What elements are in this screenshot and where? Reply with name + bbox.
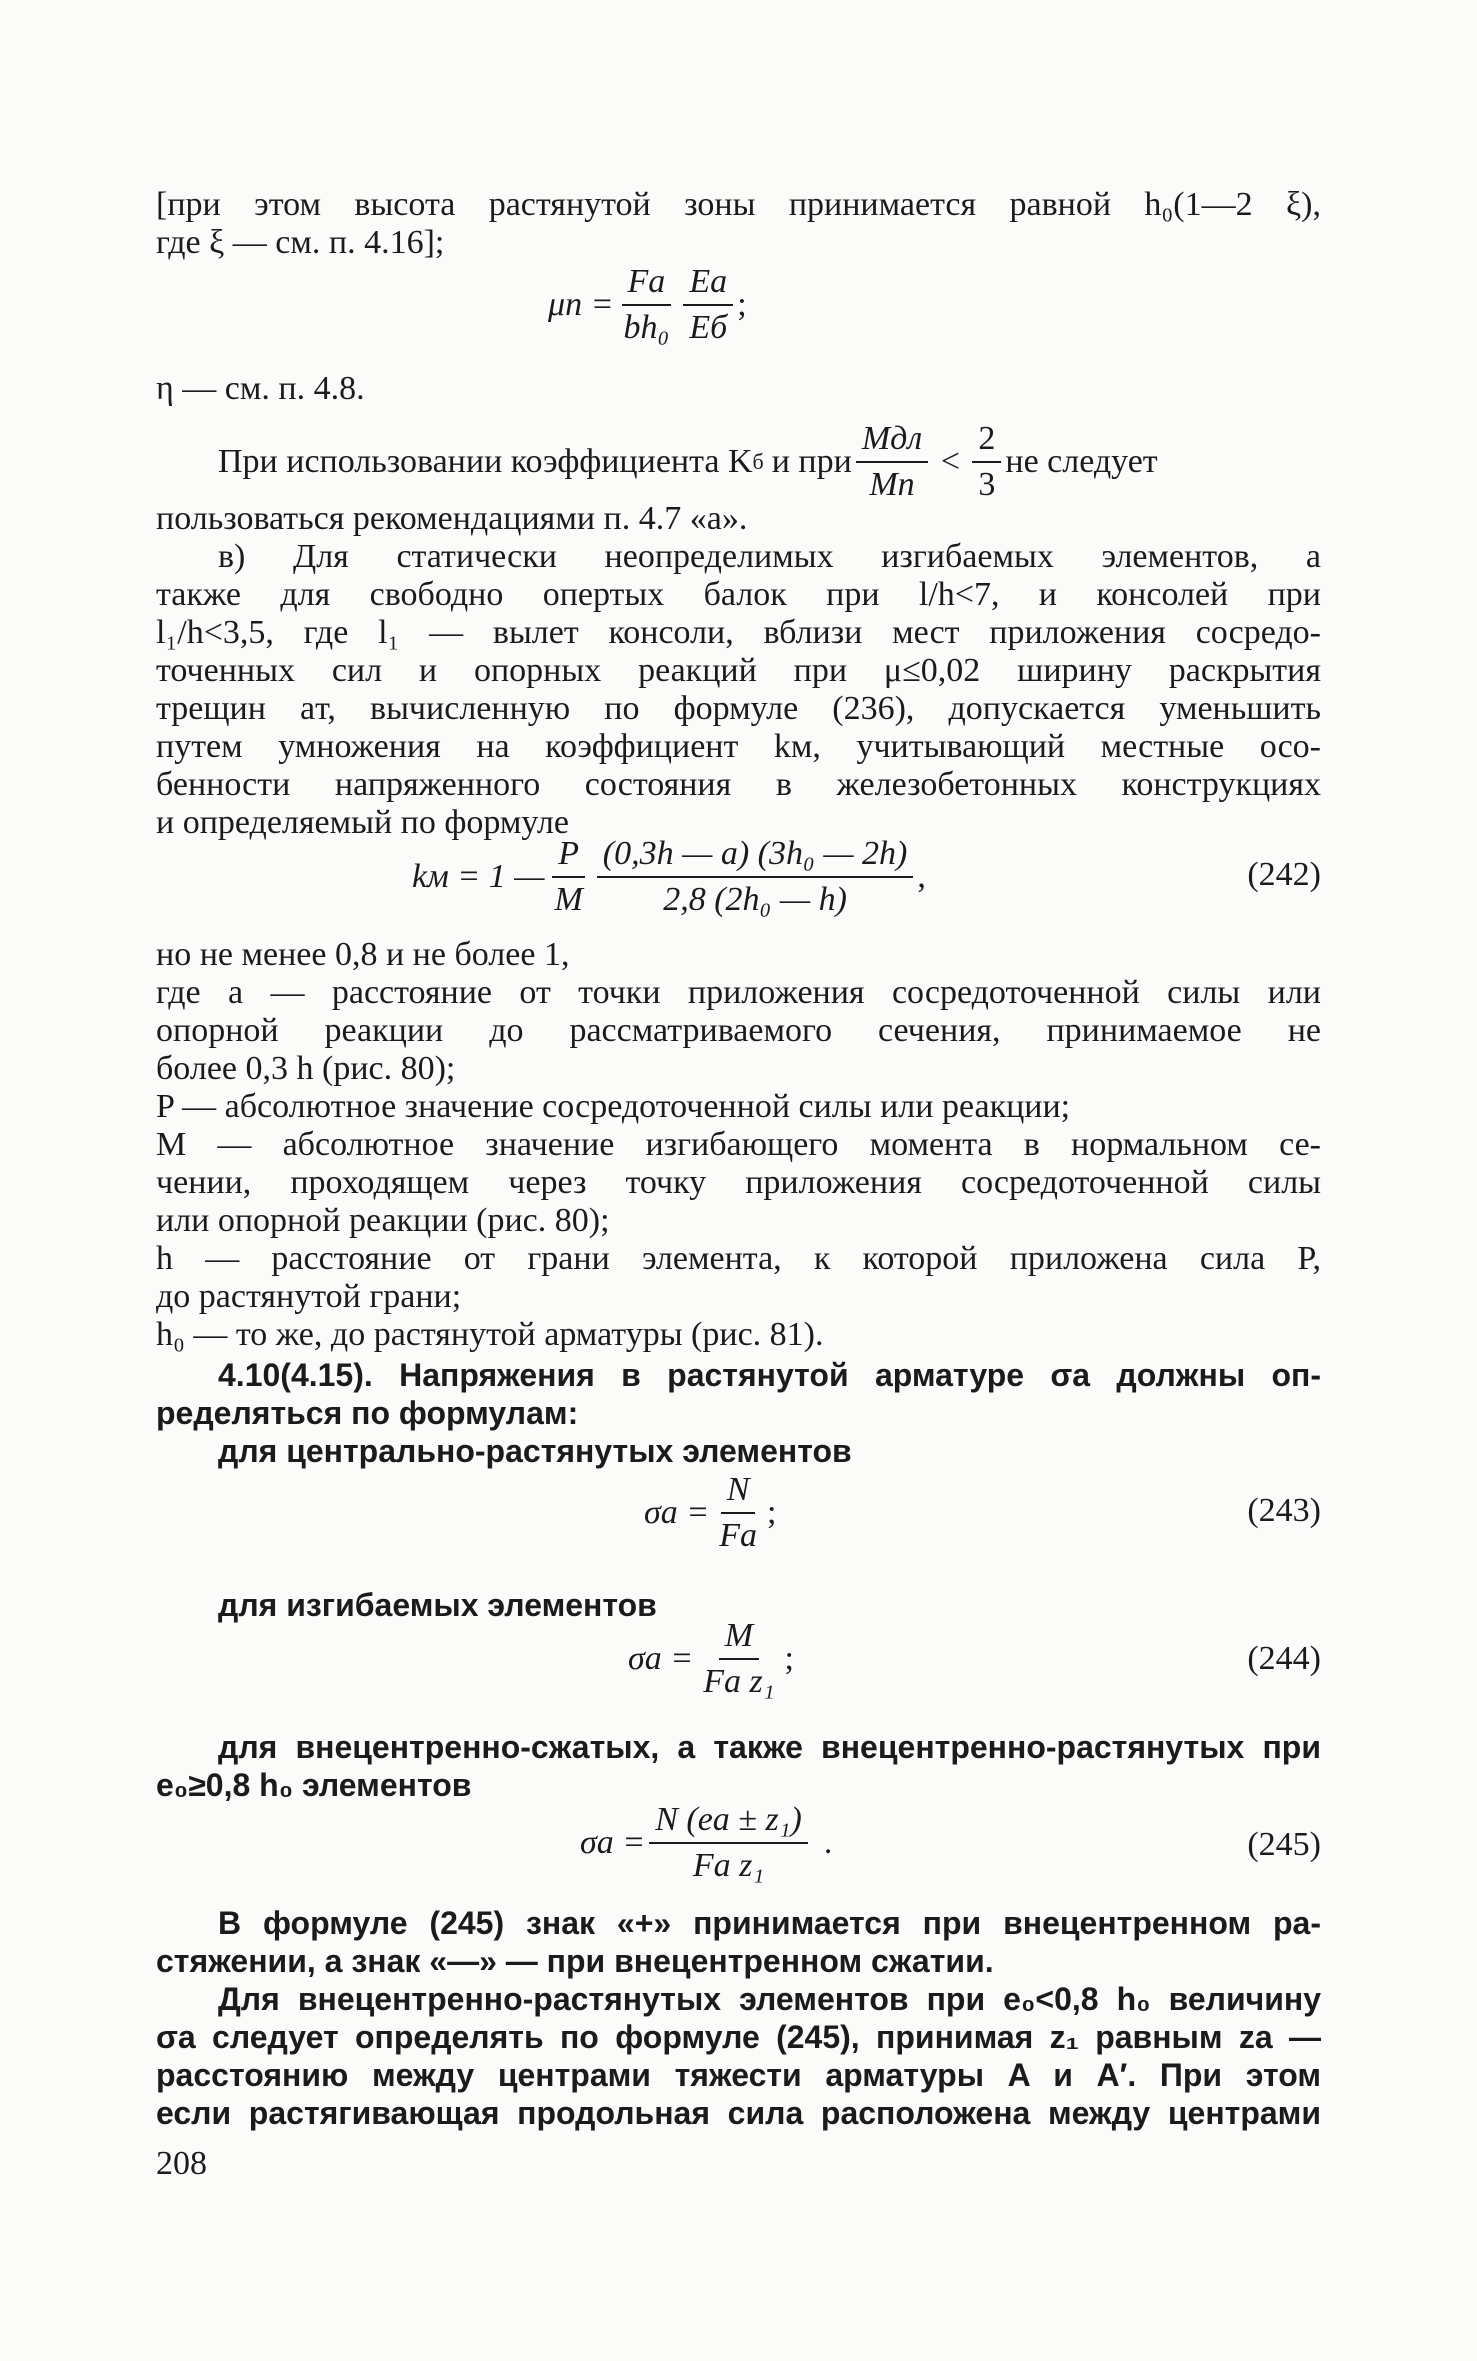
text-line: чении, проходящем через точку приложения сосредоточенной силы bbox=[156, 1164, 1321, 1201]
formula-lhs: σа = bbox=[644, 1494, 710, 1531]
equation-number: (242) bbox=[1247, 856, 1321, 893]
formula-242 bbox=[412, 834, 926, 920]
fraction bbox=[972, 419, 1001, 505]
text-line: η — см. п. 4.8. bbox=[156, 370, 365, 407]
numerator: M bbox=[719, 1616, 759, 1660]
fraction bbox=[649, 1800, 808, 1886]
text-line: P — абсолютное значение сосредоточенной силы или реакции; bbox=[156, 1088, 1071, 1125]
text-line: В формуле (245) знак «+» принимается при внецентренном ра- bbox=[218, 1905, 1321, 1941]
denominator: 3 bbox=[978, 466, 996, 503]
text-line: ределяться по формулам: bbox=[156, 1395, 579, 1431]
text-segment: При использовании коэффициента K bbox=[218, 443, 753, 480]
denominator: Mп bbox=[869, 466, 915, 503]
text-line: точенных сил и опорных реакций при μ≤0,02 ширину раскрытия bbox=[156, 652, 1321, 689]
text-line: где ξ — см. п. 4.16]; bbox=[156, 224, 445, 261]
numerator: P bbox=[552, 834, 585, 878]
text-line: e₀≥0,8 h₀ элементов bbox=[156, 1767, 472, 1803]
text-line: но не менее 0,8 и не более 1, bbox=[156, 936, 570, 973]
denominator: Fа z₁ bbox=[703, 1663, 775, 1700]
text-line: σа следует определять по формуле (245), принимая z₁ равным zа — bbox=[156, 2019, 1321, 2055]
numerator: (0,3h — a) (3h₀ — 2h) bbox=[597, 834, 914, 878]
fraction bbox=[548, 834, 588, 920]
text-line: h — расстояние от грани элемента, к которой приложена сила P, bbox=[156, 1240, 1321, 1277]
formula-243 bbox=[644, 1470, 776, 1556]
formula-lhs: kм = 1 — bbox=[412, 858, 545, 895]
text-line: опорной реакции до рассматриваемого сечения, принимаемое не bbox=[156, 1012, 1321, 1049]
text-line: l₁/h<3,5, где l₁ — вылет консоли, вблизи мест приложения сосредо- bbox=[156, 614, 1321, 651]
fraction bbox=[697, 1616, 780, 1702]
formula-tail: ; bbox=[767, 1494, 777, 1531]
text-line: Для внецентренно-растянутых элементов при e₀<0,8 h₀ величину bbox=[218, 1981, 1321, 2017]
formula-lhs: σа = bbox=[628, 1640, 694, 1677]
text-line: в) Для статически неопределимых изгибаемых элементов, а bbox=[218, 538, 1321, 575]
text-line: до растянутой грани; bbox=[156, 1278, 462, 1315]
formula-tail: , bbox=[917, 858, 926, 895]
text-line: где a — расстояние от точки приложения сосредоточенной силы или bbox=[156, 974, 1321, 1011]
text-line: для центрально-растянутых элементов bbox=[218, 1433, 852, 1469]
fraction bbox=[597, 834, 914, 920]
formula-tail: ; bbox=[784, 1640, 794, 1677]
text-line: трещин aт, вычисленную по формуле (236), допускается уменьшить bbox=[156, 690, 1321, 727]
equation-number: (243) bbox=[1247, 1492, 1321, 1529]
formula-245 bbox=[580, 1800, 832, 1886]
numerator: Mдл bbox=[856, 419, 928, 463]
text-line: более 0,3 h (рис. 80); bbox=[156, 1050, 456, 1087]
denominator: M bbox=[554, 881, 583, 918]
fraction bbox=[713, 1470, 763, 1556]
formula-lhs: μn = bbox=[548, 286, 614, 323]
text-line: для изгибаемых элементов bbox=[218, 1587, 657, 1623]
page-number: 208 bbox=[156, 2145, 207, 2182]
formula-tail: ; bbox=[737, 286, 747, 323]
text-segment: и при bbox=[771, 443, 852, 480]
text-line: h₀ — то же, до растянутой арматуры (рис. 81). bbox=[156, 1316, 824, 1353]
text-line: расстоянию между центрами тяжести арматуры A и A′. При этом bbox=[156, 2057, 1321, 2093]
text-line: и определяемый по формуле bbox=[156, 804, 569, 841]
formula-mu-n bbox=[548, 262, 747, 348]
text-line: M — абсолютное значение изгибающего момента в нормальном се- bbox=[156, 1126, 1321, 1163]
text-line: также для свободно опертых балок при l/h<7, и консолей при bbox=[156, 576, 1321, 613]
text-line: или опорной реакции (рис. 80); bbox=[156, 1202, 610, 1239]
fraction bbox=[683, 262, 733, 348]
section-heading: 4.10(4.15). Напряжения в растянутой арматуре σа должны оп- bbox=[218, 1357, 1321, 1393]
text-segment: не следует bbox=[1005, 443, 1158, 480]
text-line: путем умножения на коэффициент kм, учитывающий местные осо- bbox=[156, 728, 1321, 765]
equation-number: (245) bbox=[1247, 1826, 1321, 1863]
formula-lhs: σа = bbox=[580, 1824, 646, 1861]
denominator: Fа z₁ bbox=[692, 1847, 765, 1884]
denominator: 2,8 (2h₀ — h) bbox=[663, 881, 847, 918]
denominator: bh₀ bbox=[623, 309, 670, 346]
subscript: б bbox=[752, 449, 764, 474]
fraction bbox=[618, 262, 676, 348]
formula-244 bbox=[628, 1616, 794, 1702]
text-line: для внецентренно-сжатых, а также внецентренно-растянутых при bbox=[218, 1729, 1321, 1765]
denominator: Eб bbox=[689, 309, 728, 346]
equation-number: (244) bbox=[1247, 1640, 1321, 1677]
text-segment: < bbox=[932, 443, 969, 480]
denominator: Fа bbox=[719, 1517, 757, 1554]
text-line: пользоваться рекомендациями п. 4.7 «а». bbox=[156, 500, 748, 537]
numerator: N (eа ± z₁) bbox=[649, 1800, 808, 1844]
text-line: стяжении, а знак «—» — при внецентренном сжатии. bbox=[156, 1943, 994, 1979]
text-line: бенности напряженного состояния в железобетонных конструкциях bbox=[156, 766, 1321, 803]
numerator: Eа bbox=[683, 262, 733, 306]
numerator: N bbox=[721, 1470, 756, 1514]
numerator: 2 bbox=[972, 419, 1001, 463]
text-line-ratio bbox=[218, 420, 1321, 504]
formula-tail: . bbox=[823, 1824, 833, 1861]
fraction bbox=[856, 419, 928, 505]
numerator: Fа bbox=[622, 262, 672, 306]
text-line: если растягивающая продольная сила расположена между центрами bbox=[156, 2095, 1321, 2131]
text-line: [при этом высота растянутой зоны принимается равной h₀(1—2 ξ), bbox=[156, 186, 1321, 223]
